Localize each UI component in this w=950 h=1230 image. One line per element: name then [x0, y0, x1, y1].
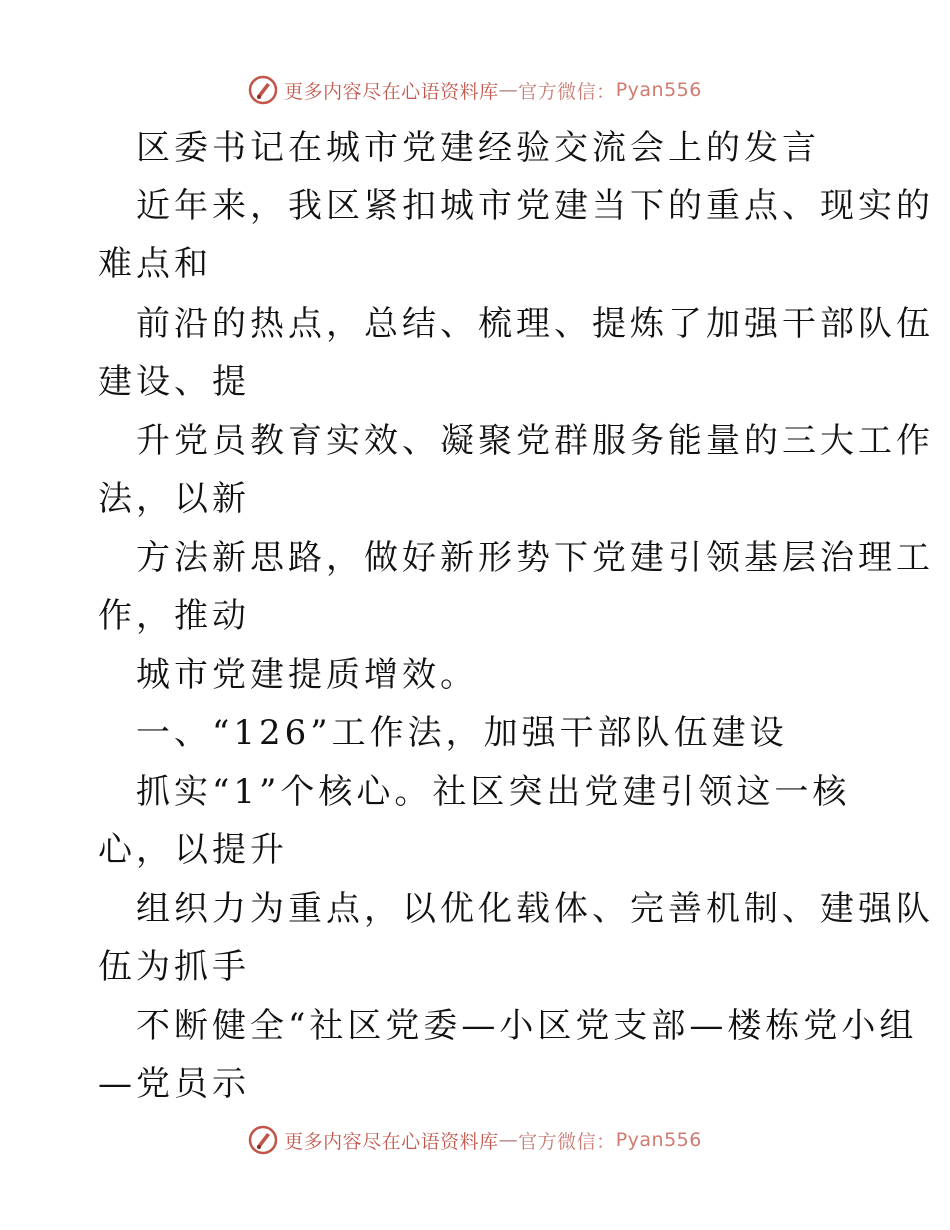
paragraph-line: —党员示 — [98, 1064, 250, 1104]
paragraph-line: 法，以新 — [98, 479, 250, 519]
watermark-contact-id: Pyan556 — [615, 79, 702, 101]
watermark-contact-label: 官方微信： — [518, 80, 616, 103]
watermark-contact-label: 官方微信： — [518, 1130, 616, 1153]
footer-watermark — [0, 1122, 950, 1158]
section-heading: 一、“126”工作法，加强干部队伍建设 — [136, 713, 788, 753]
paragraph-line: 难点和 — [98, 244, 212, 284]
paragraph-line: 方法新思路，做好新形势下党建引领基层治理工 — [136, 538, 934, 578]
pen-logo-icon — [248, 75, 278, 105]
paragraph-line: 伍为抓手 — [98, 947, 250, 987]
header-watermark — [0, 72, 950, 108]
document-title: 区委书记在城市党建经验交流会上的发言 — [136, 128, 820, 168]
paragraph-line: 组织力为重点，以优化载体、完善机制、建强队 — [136, 889, 934, 929]
watermark-text: 更多内容尽在心语资料库 — [284, 80, 499, 103]
paragraph-line: 心，以提升 — [98, 830, 288, 870]
watermark-separator: — — [498, 1129, 519, 1151]
paragraph-line: 建设、提 — [98, 362, 250, 402]
watermark-text: 更多内容尽在心语资料库 — [284, 1130, 499, 1153]
watermark-separator: — — [498, 79, 519, 101]
paragraph-line: 近年来，我区紧扣城市党建当下的重点、现实的 — [136, 186, 934, 226]
watermark-contact-id: Pyan556 — [615, 1129, 702, 1151]
paragraph-line: 前沿的热点，总结、梳理、提炼了加强干部队伍 — [136, 304, 934, 344]
pen-logo-icon — [248, 1125, 278, 1155]
paragraph-line: 升党员教育实效、凝聚党群服务能量的三大工作 — [136, 421, 934, 461]
paragraph-line: 不断健全“社区党委—小区党支部—楼栋党小组 — [136, 1006, 918, 1046]
paragraph-line: 作，推动 — [98, 596, 250, 636]
paragraph-line: 抓实“1”个核心。社区突出党建引领这一核 — [136, 772, 851, 812]
paragraph-line: 城市党建提质增效。 — [136, 655, 478, 695]
